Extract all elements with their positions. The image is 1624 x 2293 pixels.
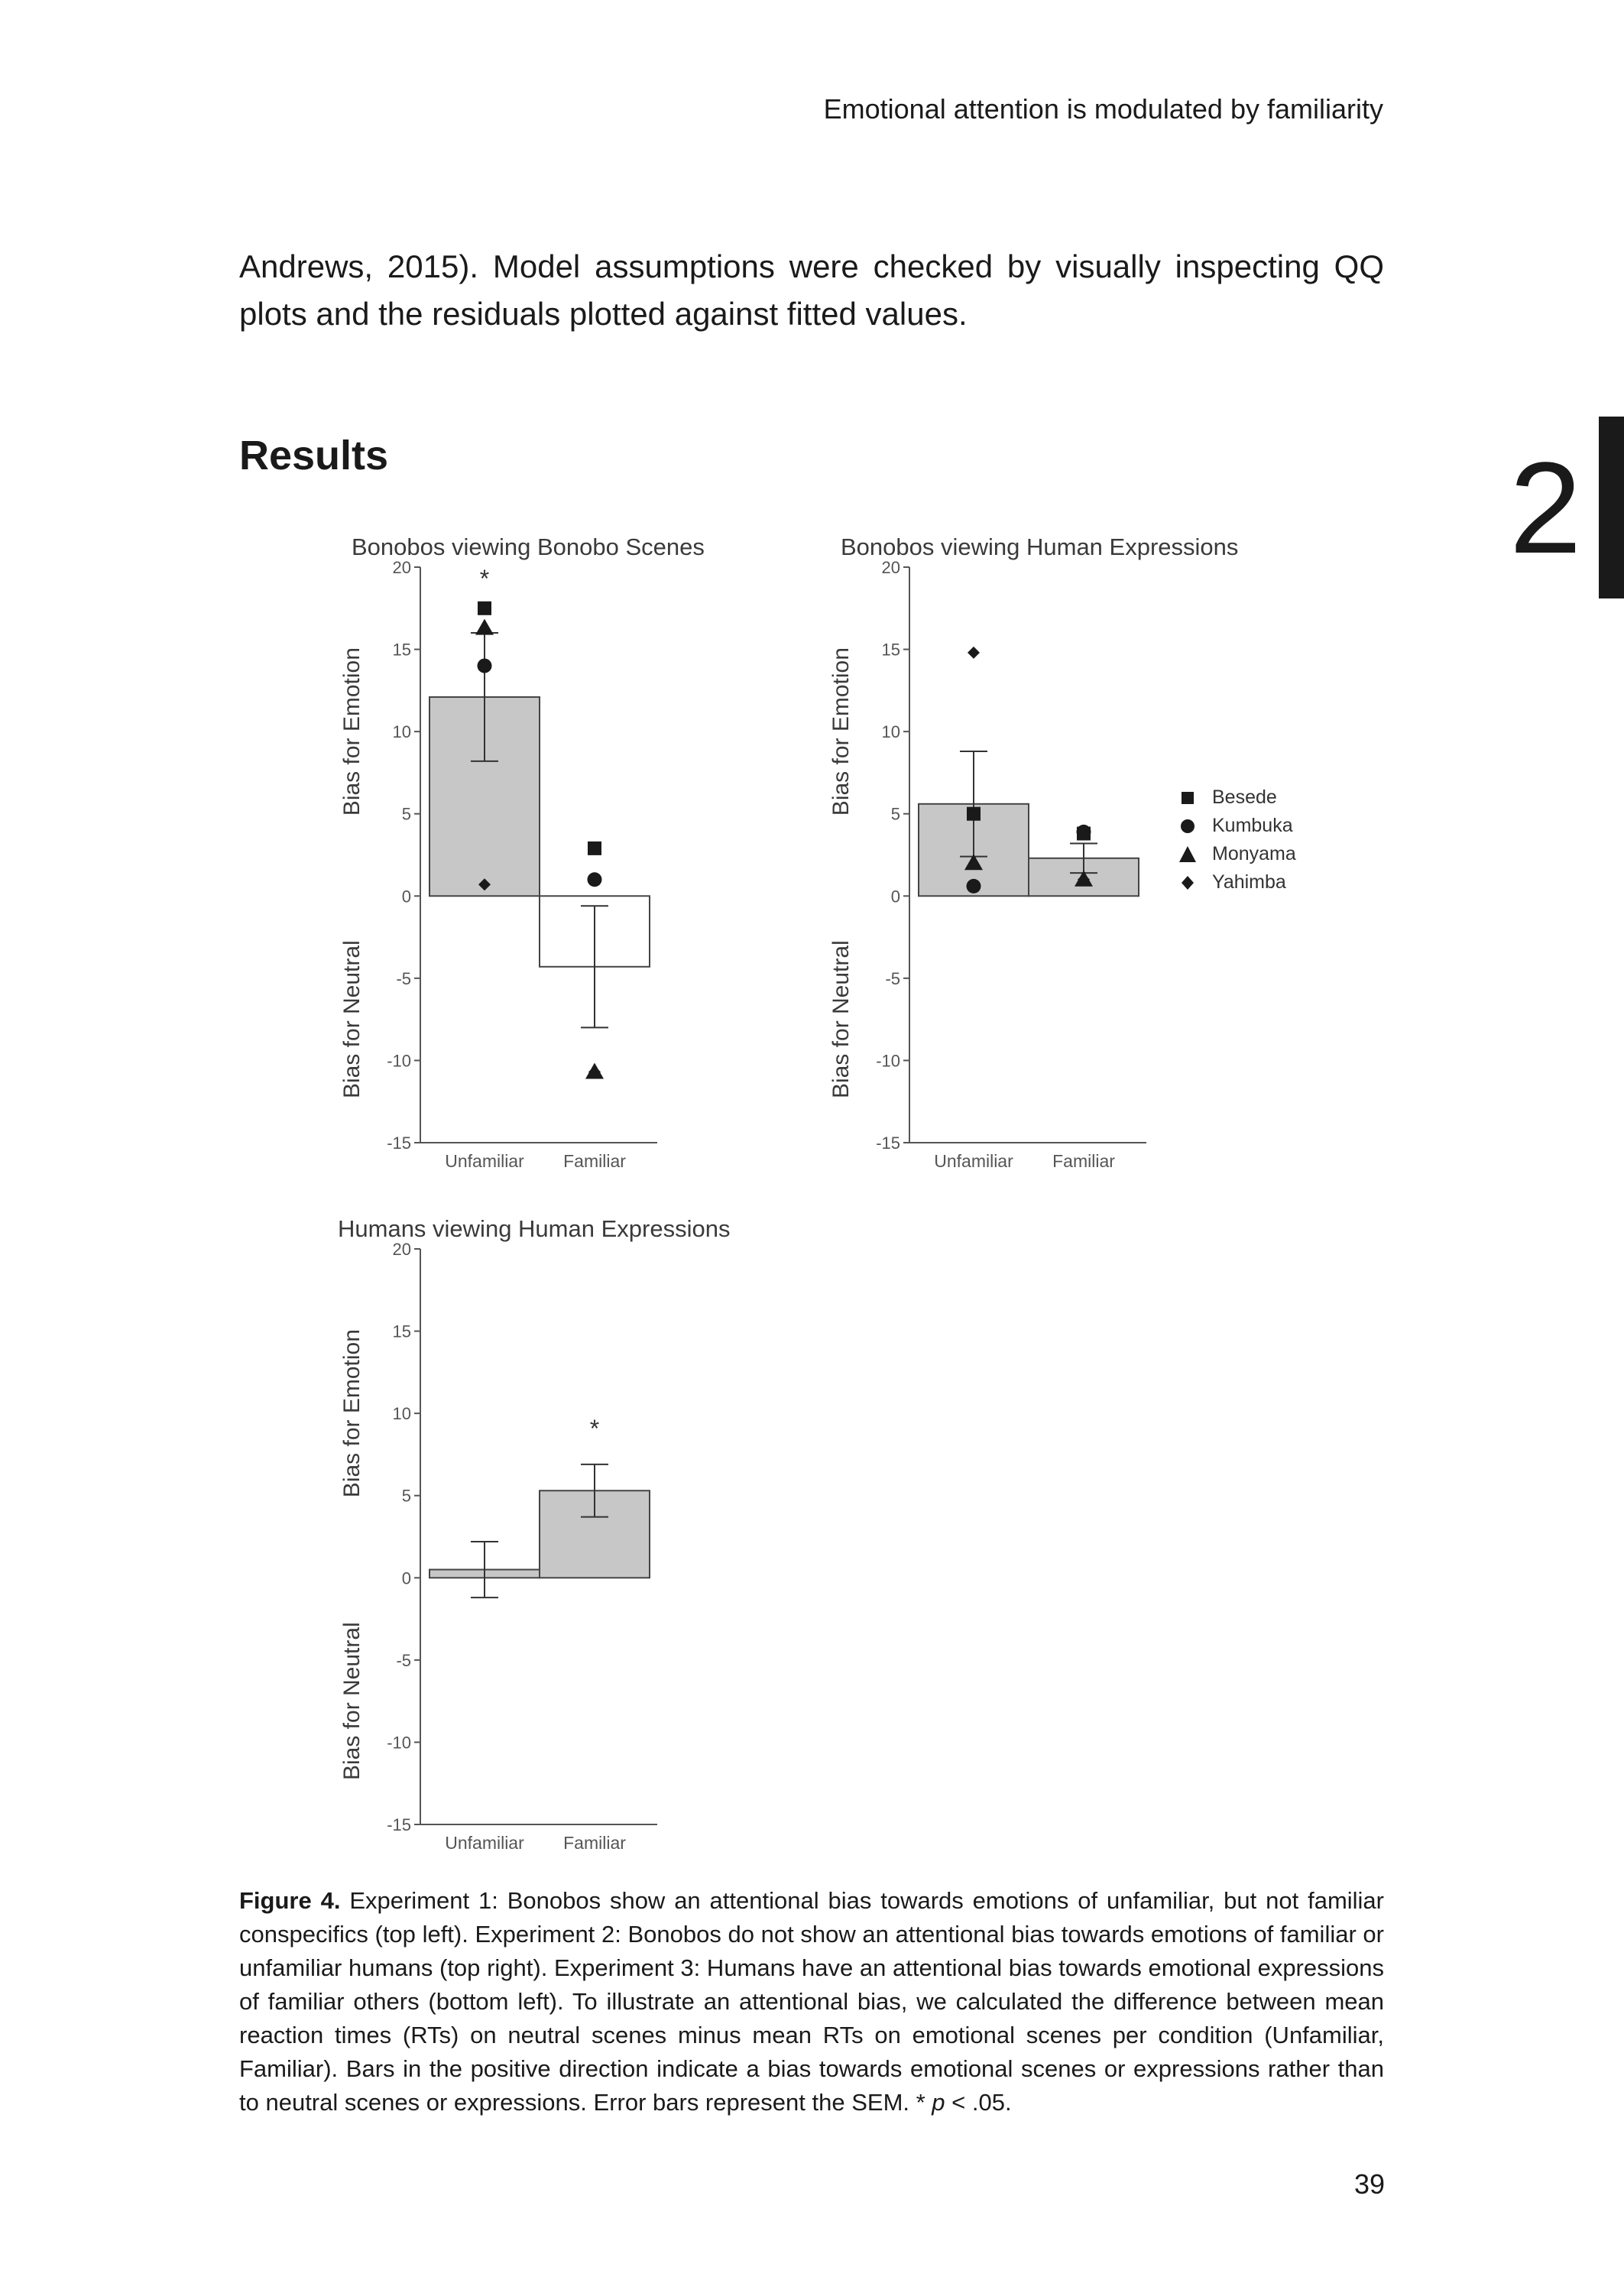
- marker-square: [588, 842, 601, 855]
- y-tick-label: 0: [890, 887, 900, 906]
- y-tick-label: 10: [392, 1404, 411, 1424]
- legend-label: Yahimba: [1212, 871, 1286, 893]
- y-tick-label: 15: [392, 1322, 411, 1341]
- marker-square: [967, 807, 981, 821]
- marker-circle: [588, 872, 602, 887]
- y-tick-label: 5: [890, 804, 900, 824]
- y-tick-label: -15: [387, 1815, 411, 1834]
- caption-label: Figure 4.: [239, 1887, 341, 1914]
- marker-circle: [478, 659, 492, 673]
- chart-title: Bonobos viewing Bonobo Scenes: [352, 534, 705, 560]
- marker-circle: [967, 879, 981, 894]
- caption-p-text: < .05.: [945, 2089, 1012, 2116]
- legend-label: Kumbuka: [1212, 815, 1293, 836]
- y-tick-label: 10: [881, 722, 900, 742]
- legend: [1177, 783, 1296, 897]
- y-tick-label: 5: [401, 804, 411, 824]
- significance-marker: *: [589, 1414, 600, 1442]
- y-tick-label: 5: [401, 1486, 411, 1506]
- square-marker-icon: [1177, 787, 1198, 809]
- triangle-marker-icon: [1177, 844, 1198, 865]
- x-tick-label: Familiar: [1052, 1151, 1115, 1171]
- marker-triangle: [475, 619, 494, 635]
- chart-human-human: [329, 1209, 757, 1874]
- x-tick-label: Unfamiliar: [934, 1151, 1013, 1171]
- chart-title: Bonobos viewing Human Expressions: [841, 534, 1239, 560]
- chapter-tab-bar: [1599, 417, 1624, 598]
- y-tick-label: -5: [396, 1650, 411, 1670]
- y-tick-label: -15: [387, 1134, 411, 1153]
- figure-caption: [239, 1884, 1384, 2119]
- legend-item: [1177, 783, 1296, 812]
- y-tick-label: 10: [392, 722, 411, 742]
- marker-diamond: [968, 647, 980, 659]
- y-tick-label: 20: [881, 558, 900, 577]
- y-tick-label: -10: [387, 1733, 411, 1753]
- x-tick-label: Familiar: [563, 1151, 626, 1171]
- legend-label: Monyama: [1212, 843, 1296, 864]
- x-tick-label: Unfamiliar: [445, 1833, 524, 1853]
- running-head: Emotional attention is modulated by familiarity: [823, 93, 1383, 125]
- y-tick-label: -5: [396, 968, 411, 988]
- y-tick-label: 20: [392, 558, 411, 577]
- diamond-marker-icon: [1177, 872, 1198, 894]
- legend-item: [1177, 840, 1296, 868]
- section-heading: Results: [239, 433, 389, 478]
- y-axis-label-neutral: Bias for Neutral: [339, 940, 365, 1099]
- chart-title: Humans viewing Human Expressions: [338, 1215, 731, 1242]
- marker-square: [478, 602, 491, 615]
- caption-text: Experiment 1: Bonobos show an attentional bias towards emotions of unfamiliar, but not familiar conspecifics (top left). Experiment 2: Bonobos do not show an attentional bias towards emotions of familiar or unfamiliar humans (top right). Experiment 3: Humans have an attentional bias towards emotional expressions of familiar others (bottom left). To illustrate an attentional bias, we calculated the difference between mean reaction times (RTs) on neutral scenes minus mean RTs on emotional scenes per condition (Unfamiliar, Familiar). Bars in the positive direction indicate a bias towards emotional scenes or expressions rather than to neutral scenes or expressions. Error bars represent the SEM. *: [239, 1887, 1384, 2116]
- y-tick-label: 15: [392, 640, 411, 660]
- legend-item: [1177, 868, 1296, 897]
- y-tick-label: -5: [885, 968, 900, 988]
- circle-marker-icon: [1177, 816, 1198, 837]
- caption-p-symbol: p: [932, 2089, 945, 2116]
- x-tick-label: Familiar: [563, 1833, 626, 1853]
- y-tick-label: -15: [876, 1134, 900, 1153]
- y-tick-label: -10: [876, 1051, 900, 1071]
- y-tick-label: 0: [401, 1568, 411, 1588]
- x-tick-label: Unfamiliar: [445, 1151, 524, 1171]
- y-axis-label-neutral: Bias for Neutral: [339, 1622, 365, 1781]
- significance-marker: *: [479, 564, 490, 592]
- chapter-number: 2: [1509, 436, 1582, 581]
- y-tick-label: -10: [387, 1051, 411, 1071]
- page-number: 39: [1353, 2168, 1385, 2200]
- y-axis-label-neutral: Bias for Neutral: [828, 940, 854, 1099]
- y-tick-label: 20: [392, 1240, 411, 1259]
- marker-circle: [1077, 825, 1091, 839]
- legend-item: [1177, 812, 1296, 840]
- y-tick-label: 15: [881, 640, 900, 660]
- chart-bonobo-scenes: [329, 527, 757, 1192]
- y-axis-label-emotion: Bias for Emotion: [828, 647, 854, 816]
- y-axis-label-emotion: Bias for Emotion: [339, 1329, 365, 1498]
- y-axis-label-emotion: Bias for Emotion: [339, 647, 365, 816]
- y-tick-label: 0: [401, 887, 411, 906]
- body-paragraph: Andrews, 2015). Model assumptions were checked by visually inspecting QQ plots and the residuals plotted against fitted values.: [239, 248, 1384, 332]
- legend-label: Besede: [1212, 786, 1277, 808]
